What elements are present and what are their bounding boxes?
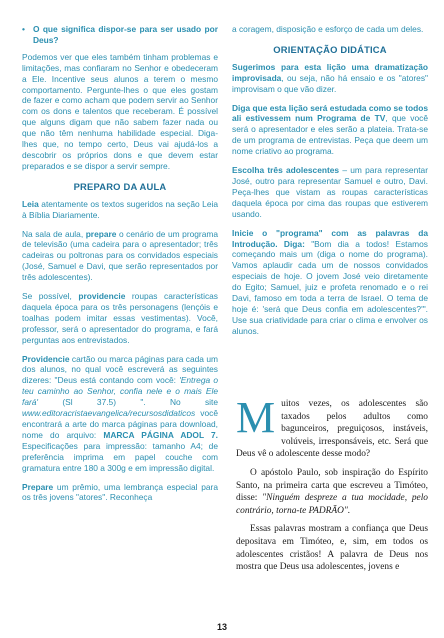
- paragraph-premio: Prepare um prêmio, uma lembrança especial para os três jovens "atores". Reconheça: [22, 481, 218, 503]
- right-column: [232, 24, 428, 345]
- question-text: O que significa dispor-se para ser usado por Deus?: [32, 24, 218, 45]
- paragraph-roupas: Se possível, providencie roupas características daquela época para os três personagens (lençóis e toalhas podem imitar essas vestimentas). Você, professor, será o apresentador do programa, e fará perguntas aos entrevistados.: [22, 291, 218, 345]
- paragraph-inicie: Inicie o "programa" com as palavras da Introdução. Diga: "Bom dia a todos! Estamos começando mais um (diga o nome do programa). Vamos aplaudir cada um de nossos convidados especiais de hoje. O jovem José veio diretamente do Egito; Samuel, juiz e profeta renomado e o rei Davi, famoso em toda a terra de Israel. O tema de hoje é: 'será que Deus confia em adolescentes?'". Use sua criatividade para criar o clima e envolver os alunos.: [232, 227, 428, 336]
- file-name: MARCA PÁGINA ADOL 7.: [103, 429, 218, 440]
- keyword-prepare: prepare: [85, 228, 117, 239]
- question-bullet: [22, 24, 218, 46]
- section-heading-preparo: PREPARO DA AULA: [73, 180, 167, 192]
- devotional-text-box: [236, 393, 428, 580]
- paragraph-incentive: Podemos ver que eles também tinham problemas e limitações, mas confiaram no Senhor e obedeceram a Ele. Incentive seus alunos a terem o mesmo comportamento. Pergunte-lhes o que eles gostam de fazer e como acham que podem servir ao Senhor com os dons e talentos que receberam. É possível que alguns digam que não sabem fazer nada ou que não têm nenhuma habilidade especial. Diga-lhes que, no tempo certo, Deus vai ajudá-los a descobrir os próprios dons e que devem estar preparados e se dispor a servir sempre.: [22, 51, 218, 171]
- paragraph-prepare-cenario: Na sala de aula, prepare o cenário de um programa de televisão (uma cadeira para o apresentador; três cadeiras ou poltronas para os convidados especiais (José, Samuel e Davi, que serão representados por três adolescentes).: [22, 228, 218, 283]
- box-paragraph-3: Essas palavras mostram a confiança que Deus depositava em Timóteo, e, sim, em todos os adolescentes cristãos! A palavra de Deus nos mostra que Deus usa adolescentes, jovens e: [236, 524, 428, 573]
- keyword-leia: Leia: [22, 198, 39, 209]
- paragraph-leia: Leia atentamente os textos sugeridos na seção Leia à Bíblia Diariamente.: [22, 198, 218, 220]
- drop-cap: M: [236, 393, 276, 442]
- bullet-icon: •: [22, 24, 25, 34]
- bible-quote: "Ninguém despreze a tua mocidade, pelo contrário, torna-te PADRÃO".: [236, 493, 428, 516]
- box-paragraph-2: O apóstolo Paulo, sob inspiração do Espírito Santo, na primeira carta que escreveu a Timóteo, disse: "Ninguém despreze a tua mocidade, pelo contrário, torna-te PADRÃO".: [236, 467, 428, 516]
- keyword-providencie-2: Providencie: [22, 353, 70, 364]
- paragraph-programa-tv: Diga que esta lição será estudada como se todos ali estivessem num Programa de TV, que você será o apresentador e eles serão a plateia. Trata-se de um programa de entrevistas. Peça que deem um nome criativo ao programa.: [232, 102, 428, 157]
- left-column: [22, 24, 218, 511]
- site-link[interactable]: www.editoracristaevangelica/recursosdidaticos: [22, 408, 196, 419]
- page-number: 13: [216, 622, 227, 632]
- keyword-providencie: providencie: [78, 291, 126, 302]
- keyword-prepare-2: Prepare: [22, 481, 54, 492]
- paragraph-escolha: Escolha três adolescentes – um para representar José, outro para representar Samuel e outro, Davi. Peça-lhes que vistam as roupas características daquela época por cima das roupas que estiverem usando.: [232, 165, 428, 219]
- paragraph-dramatizacao: Sugerimos para esta lição uma dramatização improvisada, ou seja, não há ensaio e os "atores" improvisam o que vão dizer.: [232, 61, 428, 94]
- paragraph-coragem: a coragem, disposição e esforço de cada um deles.: [232, 24, 424, 34]
- verse-quote: 'Entrega o teu caminho ao Senhor, confia nele e o mais Ele fará': [22, 375, 218, 408]
- box-paragraph-1: Muitos vezes, os adolescentes são taxados pelos adultos como bagunceiros, preguiçosos, instáveis, volúveis, irresponsáveis, etc. Será que Deus vê o adolescente desse modo?: [236, 393, 428, 460]
- paragraph-marca-paginas: Providencie cartão ou marca páginas para cada um dos alunos, no qual você escreverá as seguintes dizeres: "Deus está contando com você: 'Entrega o teu caminho ao Senhor, confia nele e o mais Ele fará' (Sl 37.5) ". No site www.editoracristaevangelica/recursosdidaticos você encontrará a arte do marca páginas para download, nome do arquivo: MARCA PÁGINA ADOL 7. Especificações para impressão: tamanho A4; de preferência imprima em papel couche com gramatura entre 180 a 300g e em impressão digital.: [22, 353, 218, 473]
- section-heading-orientacao: ORIENTAÇÃO DIDÁTICA: [273, 43, 387, 55]
